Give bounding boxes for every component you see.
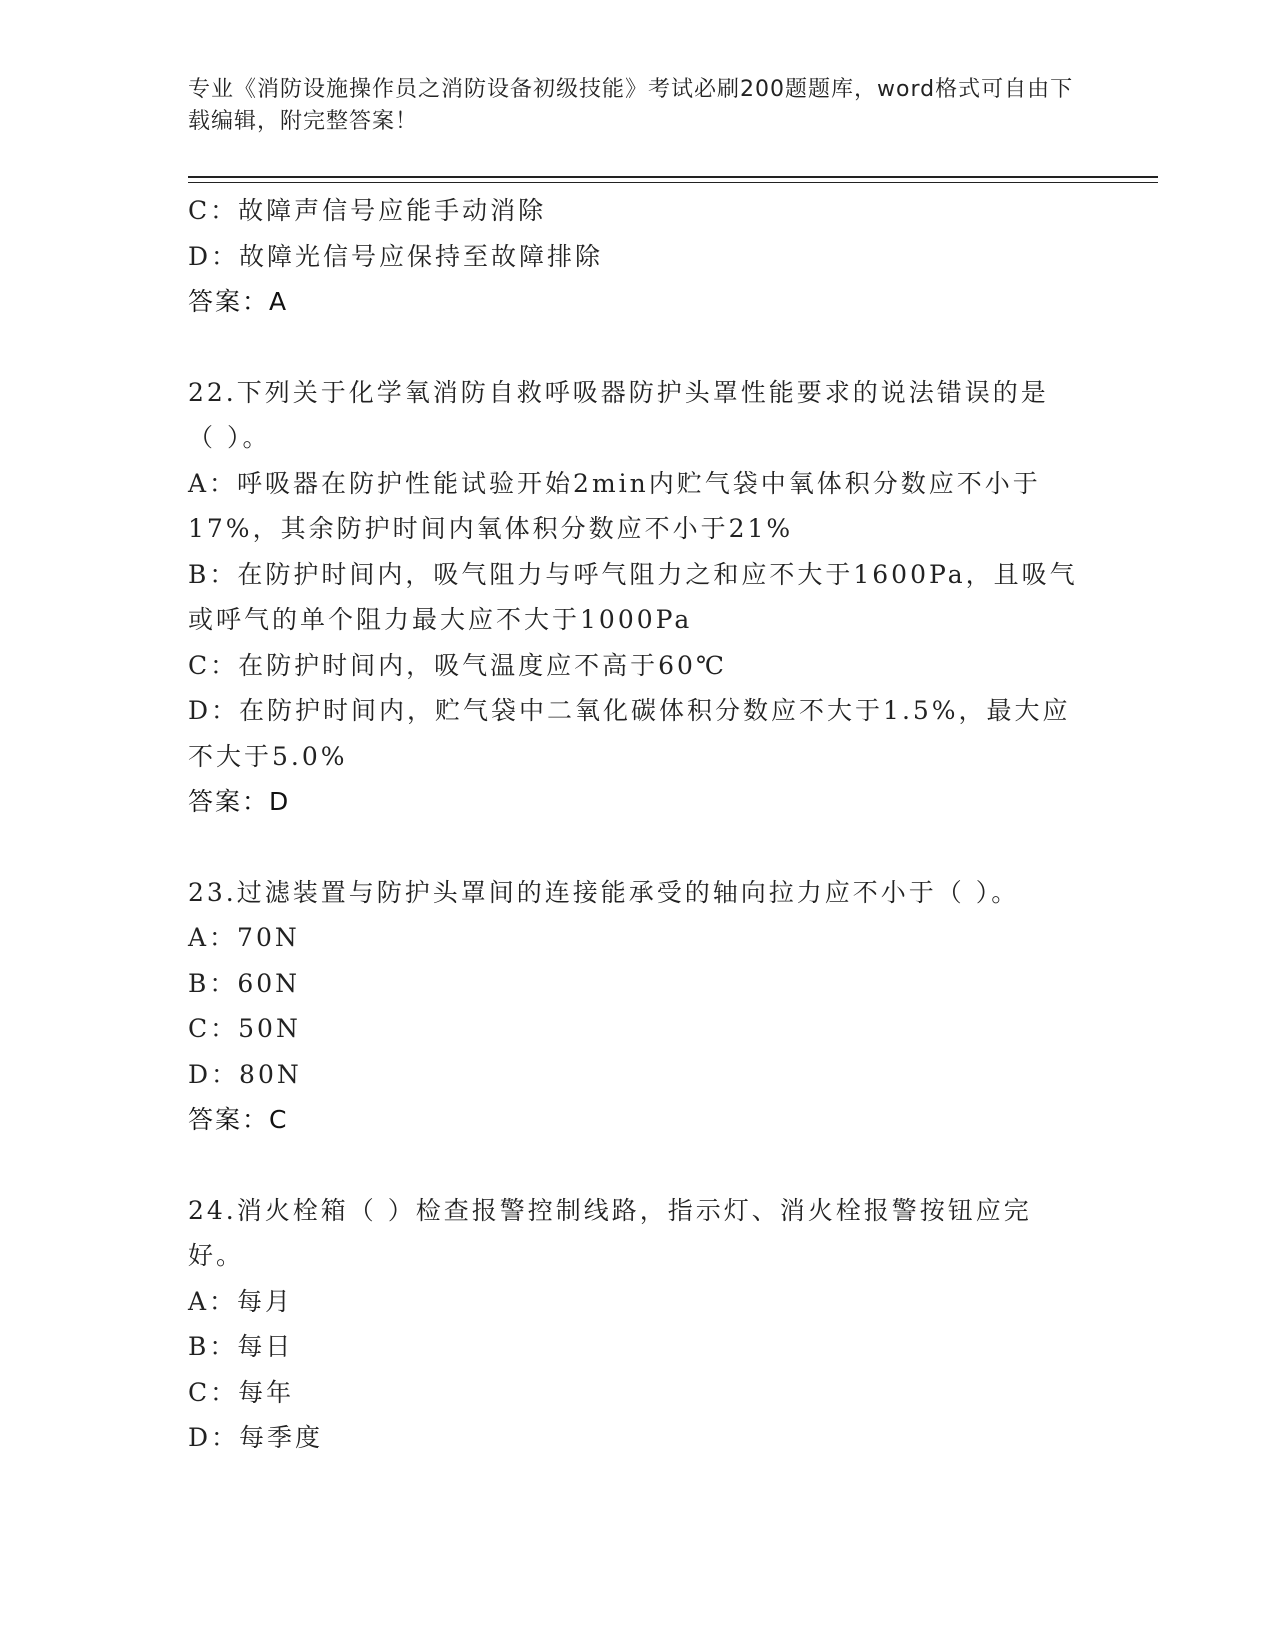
document-header: 专业《消防设施操作员之消防设备初级技能》考试必刷200题题库，word格式可自由下载编辑，附完整答案！	[188, 77, 1074, 134]
option-a-line-1: A：呼吸器在防护性能试验开始2min内贮气袋中氧体积分数应不小于	[188, 468, 1041, 498]
question-stem-line: 好。	[188, 1241, 245, 1270]
question-stem-line: （ ）。	[188, 423, 271, 452]
option-a-line-2: 17%，其余防护时间内氧体积分数应不小于21%	[188, 514, 794, 543]
option-a: A：每月	[188, 1286, 294, 1316]
answer-line: 答案：C	[188, 1105, 289, 1134]
question-stem-line: 22.下列关于化学氧消防自救呼吸器防护头罩性能要求的说法错误的是	[188, 377, 1049, 407]
question-stem-line: 23.过滤装置与防护头罩间的连接能承受的轴向拉力应不小于（ ）。	[188, 877, 1020, 907]
answer-line: 答案：D	[188, 787, 291, 816]
question-22	[188, 370, 1088, 825]
option-d: D：每季度	[188, 1423, 324, 1452]
option-b: B：60N	[188, 968, 301, 998]
question-24	[188, 1188, 1088, 1461]
option-d-line-2: 不大于5.0%	[188, 741, 348, 771]
header-divider-thick	[188, 176, 1158, 178]
option-c: C：50N	[188, 1014, 301, 1043]
option-a: A：70N	[188, 923, 300, 952]
option-c: C：每年	[188, 1377, 295, 1407]
option-b-line-2: 或呼气的单个阻力最大应不大于1000Pa	[188, 605, 693, 634]
option-b: B：每日	[188, 1332, 294, 1361]
option-d: D：80N	[188, 1059, 302, 1089]
question-stem-line: 24.消火栓箱（ ）检查报警控制线路，指示灯、消火栓报警按钮应完	[188, 1195, 1032, 1225]
prev-question-block	[188, 188, 1088, 325]
header-divider-thin	[188, 182, 1158, 183]
option-b-line-1: B：在防护时间内，吸气阻力与呼气阻力之和应不大于1600Pa，且吸气	[188, 559, 1078, 589]
option-c: C：在防护时间内，吸气温度应不高于60℃	[188, 650, 727, 680]
question-content	[188, 188, 1088, 1461]
option-d: D：故障光信号应保持至故障排除	[188, 241, 604, 271]
option-d-line-1: D：在防护时间内，贮气袋中二氧化碳体积分数应不大于1.5%，最大应	[188, 696, 1071, 725]
answer-line: 答案：A	[188, 287, 289, 316]
option-c: C：故障声信号应能手动消除	[188, 196, 547, 225]
question-23	[188, 870, 1088, 1143]
